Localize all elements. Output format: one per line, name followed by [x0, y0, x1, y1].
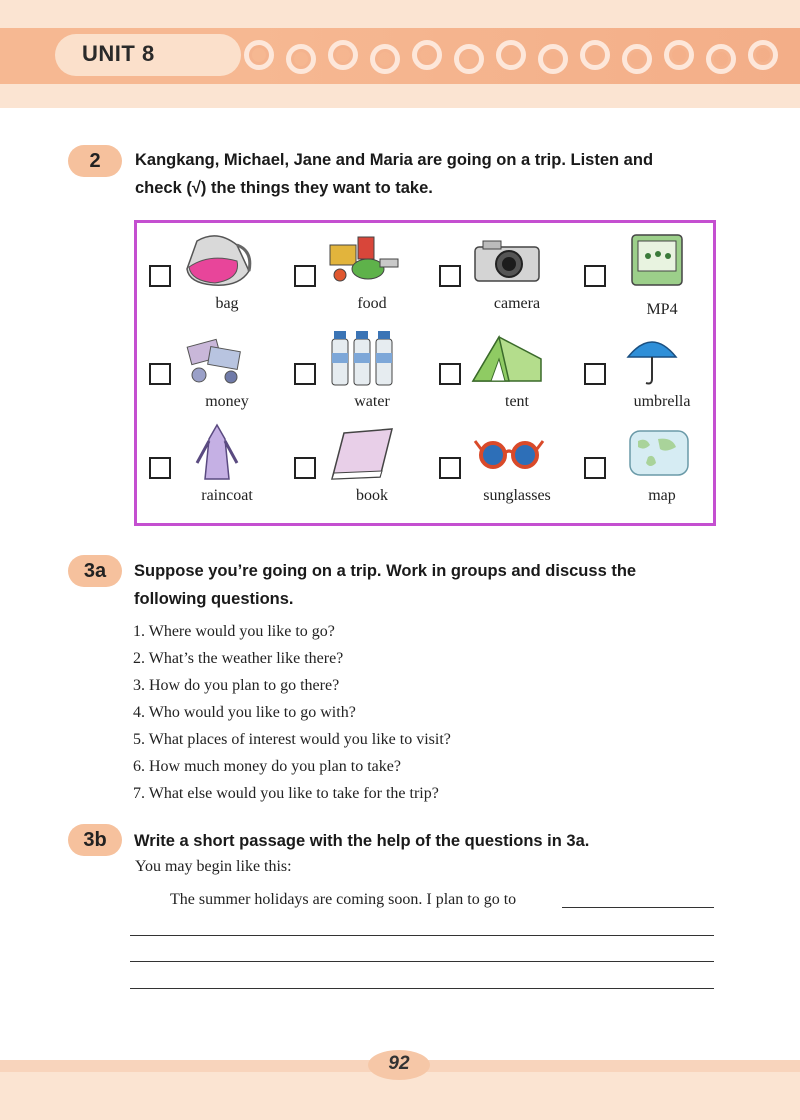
checkbox-tent[interactable]: [439, 363, 461, 385]
passage-starter: The summer holidays are coming soon. I plan to go to: [170, 891, 517, 908]
ring-icon: [286, 44, 316, 74]
checkbox-umbrella[interactable]: [584, 363, 606, 385]
ring-icon: [538, 44, 568, 74]
item-bag: [137, 227, 282, 323]
checkbox-water[interactable]: [294, 363, 316, 385]
item-label: MP4: [646, 301, 678, 318]
items-checklist-box: [134, 220, 716, 526]
ring-icon: [370, 44, 400, 74]
item-label: raincoat: [201, 487, 253, 504]
raincoat-icon: [179, 423, 255, 483]
checkbox-food[interactable]: [294, 265, 316, 287]
page-number: 92: [388, 1053, 410, 1074]
section-3a-badge: 3a: [68, 555, 122, 587]
question-7: 7. What else would you like to take for the trip?: [133, 785, 439, 802]
question-6: 6. How much money do you plan to take?: [133, 758, 401, 775]
section-3b-badge: 3b: [68, 824, 122, 856]
ring-icon: [496, 40, 526, 70]
ring-icon: [622, 44, 652, 74]
section-3a-instruction-line1: Suppose you’re going on a trip. Work in groups and discuss the: [134, 562, 637, 580]
section-2-instruction-line2: check (√) the things they want to take.: [135, 179, 433, 197]
begin-hint: You may begin like this:: [135, 858, 292, 875]
section-3a-instruction: [134, 557, 719, 613]
sunglasses-icon: [469, 423, 545, 483]
item-money: [137, 325, 282, 421]
item-label: tent: [505, 393, 529, 410]
ring-icon: [244, 40, 274, 70]
item-label: map: [648, 487, 676, 504]
umbrella-icon: [614, 329, 690, 389]
money-icon: [179, 329, 255, 389]
item-label: sunglasses: [483, 487, 551, 504]
item-umbrella: [572, 325, 717, 421]
tent-icon: [469, 329, 545, 389]
section-2-instruction: [135, 146, 720, 202]
item-label: water: [354, 393, 390, 410]
ring-icon: [664, 40, 694, 70]
unit-title: UNIT 8: [82, 41, 155, 66]
item-label: camera: [493, 295, 541, 312]
item-label: food: [357, 295, 387, 312]
item-label: money: [205, 393, 249, 410]
map-icon: [614, 423, 690, 483]
writing-line-2[interactable]: [130, 961, 714, 962]
item-camera: [427, 227, 572, 323]
item-book: [282, 419, 427, 515]
writing-line-1[interactable]: [130, 935, 714, 936]
section-3b-instruction: Write a short passage with the help of the questions in 3a.: [134, 832, 590, 850]
bag-icon: [179, 231, 255, 291]
question-5: 5. What places of interest would you like to visit?: [133, 731, 451, 748]
decorative-rings: [240, 34, 800, 78]
section-2-badge: 2: [68, 145, 122, 177]
item-tent: [427, 325, 572, 421]
ring-icon: [580, 40, 610, 70]
item-mp4: [572, 227, 717, 323]
mp4-icon: [614, 231, 690, 291]
writing-line-3[interactable]: [130, 988, 714, 989]
section-3a-instruction-line2: following questions.: [134, 590, 294, 608]
checkbox-camera[interactable]: [439, 265, 461, 287]
ring-icon: [706, 44, 736, 74]
ring-icon: [328, 40, 358, 70]
item-water: [282, 325, 427, 421]
checkbox-mp4[interactable]: [584, 265, 606, 287]
checkbox-book[interactable]: [294, 457, 316, 479]
section-2-instruction-line1: Kangkang, Michael, Jane and Maria are going on a trip. Listen and: [135, 151, 654, 169]
item-food: [282, 227, 427, 323]
item-label: bag: [215, 295, 239, 312]
ring-icon: [748, 40, 778, 70]
question-1: 1. Where would you like to go?: [133, 623, 335, 640]
item-map: [572, 419, 717, 515]
checkbox-raincoat[interactable]: [149, 457, 171, 479]
blank-line-starter[interactable]: [562, 907, 714, 908]
checkbox-sunglasses[interactable]: [439, 457, 461, 479]
item-sunglasses: [427, 419, 572, 515]
ring-icon: [412, 40, 442, 70]
water-bottles-icon: [324, 329, 400, 389]
item-raincoat: [137, 419, 282, 515]
checkbox-map[interactable]: [584, 457, 606, 479]
checkbox-bag[interactable]: [149, 265, 171, 287]
camera-icon: [469, 231, 545, 291]
checkbox-money[interactable]: [149, 363, 171, 385]
question-4: 4. Who would you like to go with?: [133, 704, 356, 721]
book-icon: [324, 423, 400, 483]
food-icon: [324, 231, 400, 291]
question-2: 2. What’s the weather like there?: [133, 650, 344, 667]
item-label: book: [356, 487, 388, 504]
question-3: 3. How do you plan to go there?: [133, 677, 340, 694]
item-label: umbrella: [633, 393, 691, 410]
ring-icon: [454, 44, 484, 74]
